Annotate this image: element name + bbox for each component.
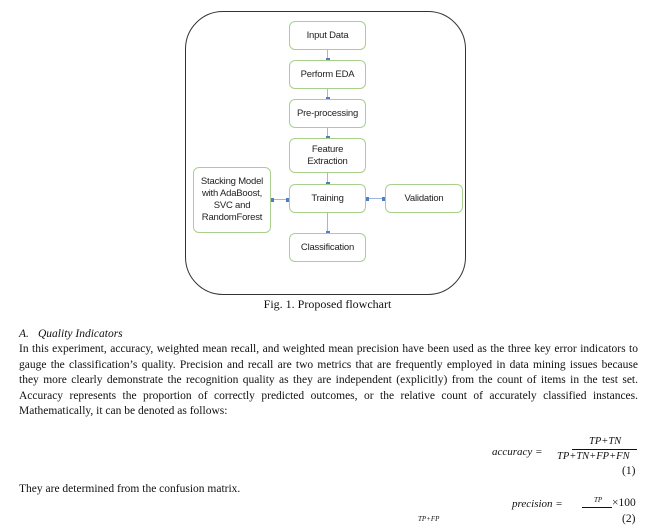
arrow-down-icon — [327, 173, 328, 184]
body-paragraph — [19, 342, 638, 420]
equation-numerator: TP — [594, 496, 603, 504]
node-validation — [385, 184, 463, 213]
section-number: A. — [19, 328, 29, 340]
paragraph-line: gauge the classification’s quality. Precision and recall are two metrics that are frequently employed in data mining issues because — [19, 358, 638, 371]
paragraph-line: they more clearly demonstrate the recognition quality as they are independent (explicitly) from the count of items in the test set. — [19, 374, 638, 386]
section-title: Quality Indicators — [38, 328, 123, 340]
node-label: Perform EDA — [300, 68, 355, 80]
equation-number: (1) — [622, 465, 636, 477]
arrow-down-icon — [327, 213, 328, 233]
node-label: Stacking Model with AdaBoost, SVC and RandomForest — [200, 176, 264, 223]
arrow-down-icon — [327, 50, 328, 60]
node-training — [289, 184, 366, 213]
equation-numerator: TP+TN — [589, 436, 622, 447]
paragraph-line: In this experiment, accuracy, weighted mean recall, and weighted mean precision have been used as the three key error indicators to — [19, 343, 638, 355]
equation-number: (2) — [622, 513, 636, 525]
section-heading — [19, 328, 123, 340]
paragraph-line: Accuracy represents the proportion of correctly predicted outcomes, or the relative count of accurately classified instances. — [19, 389, 638, 402]
node-label: Pre-processing — [296, 107, 359, 119]
node-stacking-model — [193, 167, 271, 233]
arrow-down-icon — [327, 128, 328, 138]
node-label: Training — [311, 192, 344, 204]
fraction-bar — [582, 507, 612, 508]
node-classification — [289, 233, 366, 262]
equation-label: precision = — [512, 498, 563, 510]
equation-denominator: TP+TN+FP+FN — [557, 451, 630, 462]
node-label: Input Data — [306, 29, 349, 41]
node-label: Classification — [300, 241, 355, 253]
figure-caption: Fig. 1. Proposed flowchart — [263, 297, 392, 311]
equation-multiplier: ×100 — [612, 497, 636, 509]
bidirectional-arrow-icon — [367, 198, 384, 199]
node-preprocessing — [289, 99, 366, 128]
equation-denominator: TP+FP — [418, 515, 440, 523]
node-label: Validation — [404, 192, 444, 204]
node-perform-eda — [289, 60, 366, 89]
paragraph-line: Mathematically, it can be denoted as follows: — [19, 405, 228, 417]
node-feature-extraction — [289, 138, 366, 173]
bidirectional-arrow-icon — [272, 199, 288, 200]
equation-label: accuracy = — [492, 446, 543, 458]
body-text: They are determined from the confusion matrix. — [19, 483, 241, 495]
arrow-down-icon — [327, 89, 328, 99]
fraction-bar — [572, 449, 637, 450]
node-label: Feature Extraction — [307, 143, 348, 167]
node-input-data — [289, 21, 366, 50]
